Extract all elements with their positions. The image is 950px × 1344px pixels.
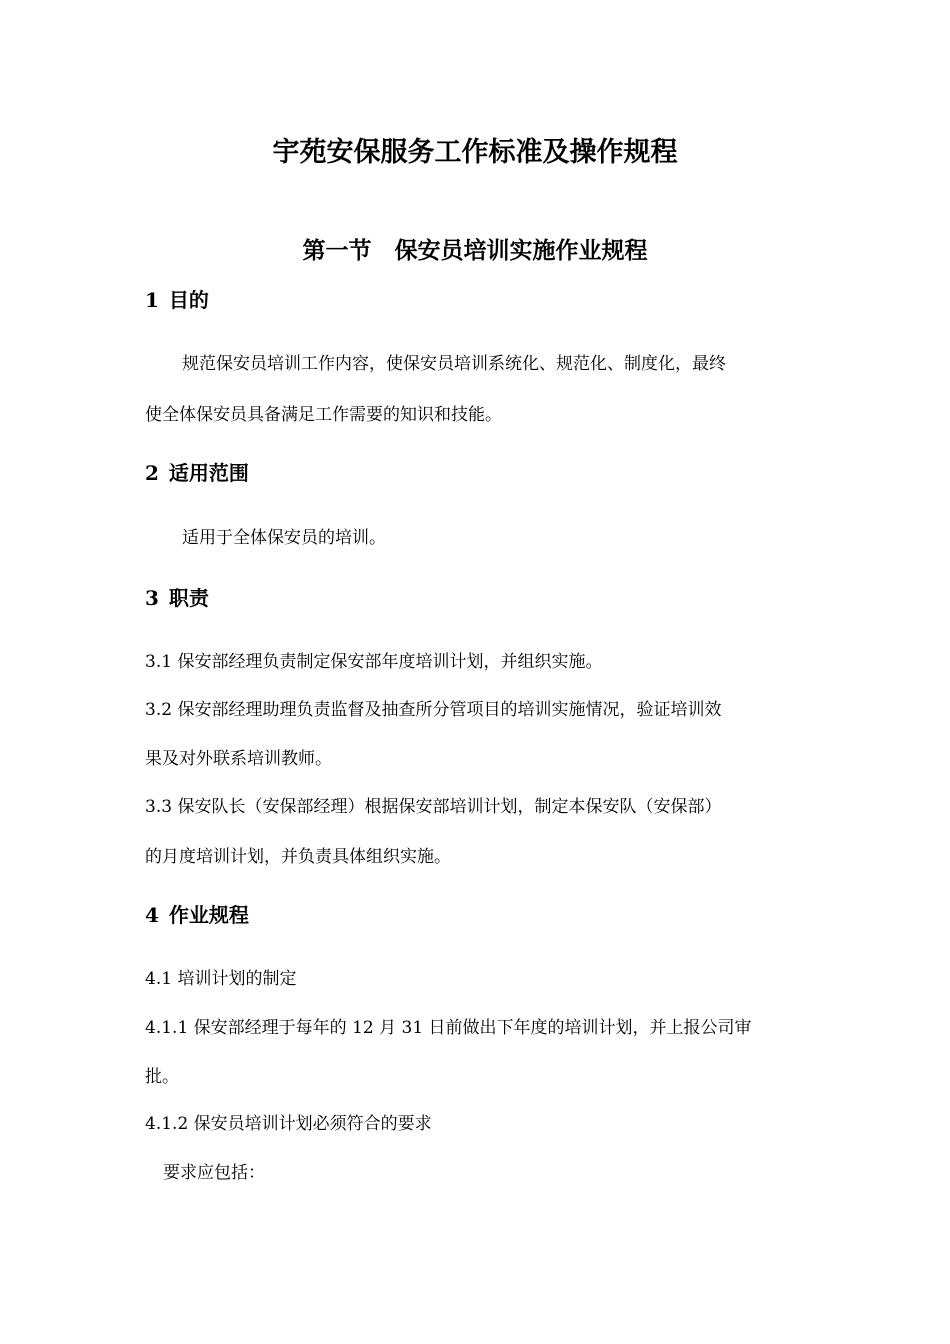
list-item-line: 的月度培训计划，并负责具体组织实施。 <box>145 847 451 867</box>
heading-number: 2 <box>145 461 159 485</box>
paragraph-line: 适用于全体保安员的培训。 <box>182 528 386 548</box>
heading-responsibilities <box>145 584 209 612</box>
heading-scope <box>145 459 249 487</box>
heading-text: 目的 <box>168 288 209 312</box>
list-item-line: 要求应包括： <box>163 1163 265 1183</box>
list-item-line: 4.1.1 保安部经理于每年的 12 月 31 日前做出下年度的培训计划，并上报公司审 <box>145 1018 752 1038</box>
heading-text: 职责 <box>168 586 209 610</box>
list-item-line: 4.1.2 保安员培训计划必须符合的要求 <box>145 1114 432 1134</box>
paragraph-line: 使全体保安员具备满足工作需要的知识和技能。 <box>145 405 502 425</box>
heading-number: 1 <box>145 288 159 312</box>
list-item-line: 果及对外联系培训教师。 <box>145 749 332 769</box>
list-item-line: 4.1 培训计划的制定 <box>145 969 297 989</box>
heading-text: 作业规程 <box>168 903 249 927</box>
section-title: 第一节 保安员培训实施作业规程 <box>302 237 648 264</box>
list-item-line: 批。 <box>145 1067 179 1087</box>
list-item-line: 3.2 保安部经理助理负责监督及抽查所分管项目的培训实施情况，验证培训效 <box>145 700 722 720</box>
heading-purpose <box>145 286 209 314</box>
list-item-line: 3.1 保安部经理负责制定保安部年度培训计划，并组织实施。 <box>145 652 603 672</box>
heading-number: 4 <box>145 903 159 927</box>
heading-text: 适用范围 <box>168 461 249 485</box>
heading-number: 3 <box>145 586 159 610</box>
document-title: 宇苑安保服务工作标准及操作规程 <box>272 137 678 168</box>
heading-procedures <box>145 901 249 929</box>
paragraph-line: 规范保安员培训工作内容，使保安员培训系统化、规范化、制度化，最终 <box>182 354 726 374</box>
list-item-line: 3.3 保安队长（安保部经理）根据保安部培训计划，制定本保安队（安保部） <box>145 797 722 817</box>
